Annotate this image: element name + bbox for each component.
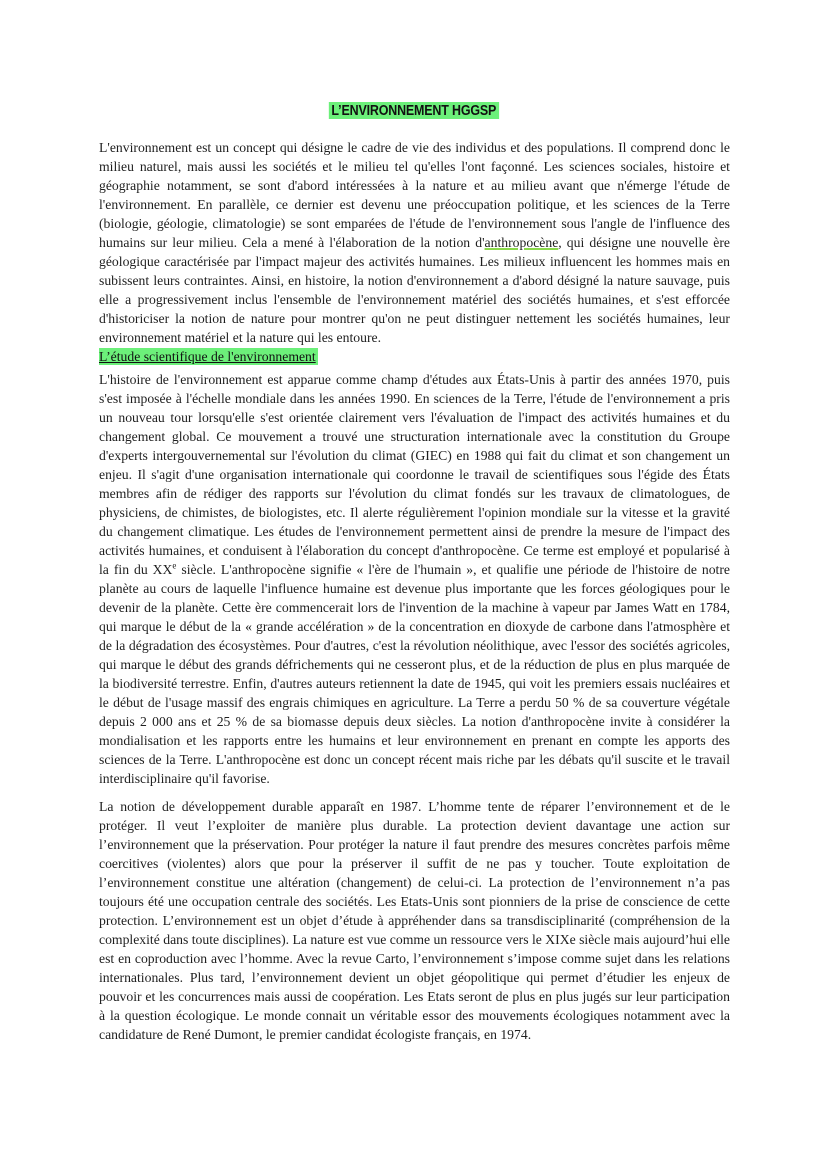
paragraph-text-part1: L'histoire de l'environnement est apparue comme champ d'études aux États-Unis à partir des années 1970, puis s'est imposée à l'échelle mondiale dans les années 1990. En sciences de la Terre, l'étude de l'environnement a pris un nouveau tour lorsqu'elle s'est orientée clairement vers l'évaluation de l'impact des activités humaines et du changement global. Ce mouvement a trouvé une structuration internationale avec la constitution du Groupe d'experts intergouvernemental sur l'évolution du climat (GIEC) en 1988 qui fait du climat et son changement un enjeu. Il s'agit d'une organisation internationale qui coordonne le travail de scientifiques sous l'égide des États membres afin de rédiger des rapports sur l'évolution du climat fondés sur les travaux de climatologues, de physiciens, de chimistes, de biologistes, etc. Il alerte régulièrement l'opinion mondiale sur la vitesse et la gravité du changement climatique. Les études de l'environnement permettent ainsi de prendre la mesure de l'impact des activités humaines, et conduisent à l'élaboration du concept d'anthropocène. Ce terme est employé et popularisé à la fin du	[99, 372, 730, 577]
anthropocene-term: anthropocène	[484, 235, 559, 250]
scientific-study-paragraph	[99, 370, 730, 788]
intro-paragraph	[99, 138, 730, 347]
century-numeral: XX	[152, 562, 173, 577]
intro-text-part2: , qui désigne une nouvelle ère géologique caractérisée par l'impact majeur des activités humaines. Les milieux influencent les hommes mais en subissent leurs contraintes. Ainsi, en histoire, la notion d'environnement a d'abord désigné la nature sauvage, puis elle a progressivement inclus l'ensemble de l'environnement matériel des sociétés humaines, et s'est efforcée d'historiciser la notion de nature pour montrer qu'on ne peut distinguer nettement les sociétés humaines, leur environnement matériel et la nature qui les entoure.	[99, 235, 731, 345]
sustainable-development-paragraph: La notion de développement durable apparaît en 1987. L’homme tente de réparer l’environnement et de le protéger. Il veut l’exploiter de manière plus durable. La protection devient davantage une action sur l’environnement que la préservation. Pour protéger la nature il faut prendre des mesures concrètes parfois même coercitives (violentes) alors que pour la préserver il suffit de ne pas y toucher. Toute exploitation de l’environnement constitue une altération (changement) de celui-ci. La protection de l’environnement n’a pas toujours été une occupation centrale des sociétés. Les Etats-Unis sont pionniers de la prise de conscience de cette protection. L’environnement est un objet d’étude à appréhender dans sa transdisciplinarité (compréhension de la complexité dans toute disciplines). La nature est vue comme un ressource vers le XIXe siècle mais aujourd’hui elle est en coproduction avec l’homme. Avec la revue Carto, l’environnement s’impose comme sujet dans les relations internationales. Plus tard, l’environnement devient un objet géopolitique qui permet d’étudier les enjeux de pouvoir et les concurrences mais aussi de coopération. Les Etats seront de plus en plus jugés sur leur participation à la question écologique. Le monde connait un véritable essor des mouvements écologiques notamment avec la candidature de René Dumont, le premier candidat écologiste français, en 1974.	[99, 799, 730, 1042]
title-row	[0, 102, 828, 120]
intro-text-part1: L'environnement est un concept qui désigne le cadre de vie des individus et des populations. Il comprend donc le milieu naturel, mais aussi les sociétés et le milieu tel qu'elles l'ont façonné. Les sciences sociales, histoire et géographie notamment, se sont d'abord intéressées à la nature et au milieu avant que n'émerge l'étude de l'environnement. En parallèle, ce dernier est devenu une préoccupation politique, et les sciences de la Terre (biologie, géologie, climatologie) se sont emparées de l'étude de l'environnement sous l'angle de l'influence des humains sur leur milieu. Cela a mené à l'élaboration de la notion d'	[99, 140, 730, 250]
page-title: L’ENVIRONNEMENT HGGSP	[329, 102, 499, 119]
section-heading: L’étude scientifique de l'environnement	[99, 349, 316, 364]
paragraph-text-part2: siècle. L'anthropocène signifie « l'ère de l'humain », et qualifie une période de l'histoire de notre planète au cours de laquelle l'influence humaine est devenue plus importante que les forces géologiques pour le devenir de la planète. Cette ère commencerait lors de l'invention de la machine à vapeur par James Watt en 1784, qui marque le début de la « grande accélération » de la concentration en dioxyde de carbone dans l'atmosphère et de la dégradation des écosystèmes. Pour d'autres, c'est la révolution néolithique, avec l'essor des sociétés agricoles, qui marque le début des grands défrichements qui ne cesseront plus, et de la réduction de plus en plus marquée de la biodiversité terrestre. Enfin, d'autres auteurs retiennent la date de 1945, qui voit les premiers essais nucléaires et le début de l'usage massif des engrais chimiques en agriculture. La Terre a perdu 50 % de sa couverture végétale depuis 2 000 ans et 25 % de sa biomasse depuis deux siècles. La notion d'anthropocène invite à considérer la mondialisation et les rapports entre les humains et leur environnement en prenant en compte les apports des sciences de la Terre. L'anthropocène est donc un concept récent mais riche par les débats qu'il suscite et le travail interdisciplinaire qu'il favorise.	[99, 562, 730, 786]
century-superscript: e	[172, 560, 177, 571]
